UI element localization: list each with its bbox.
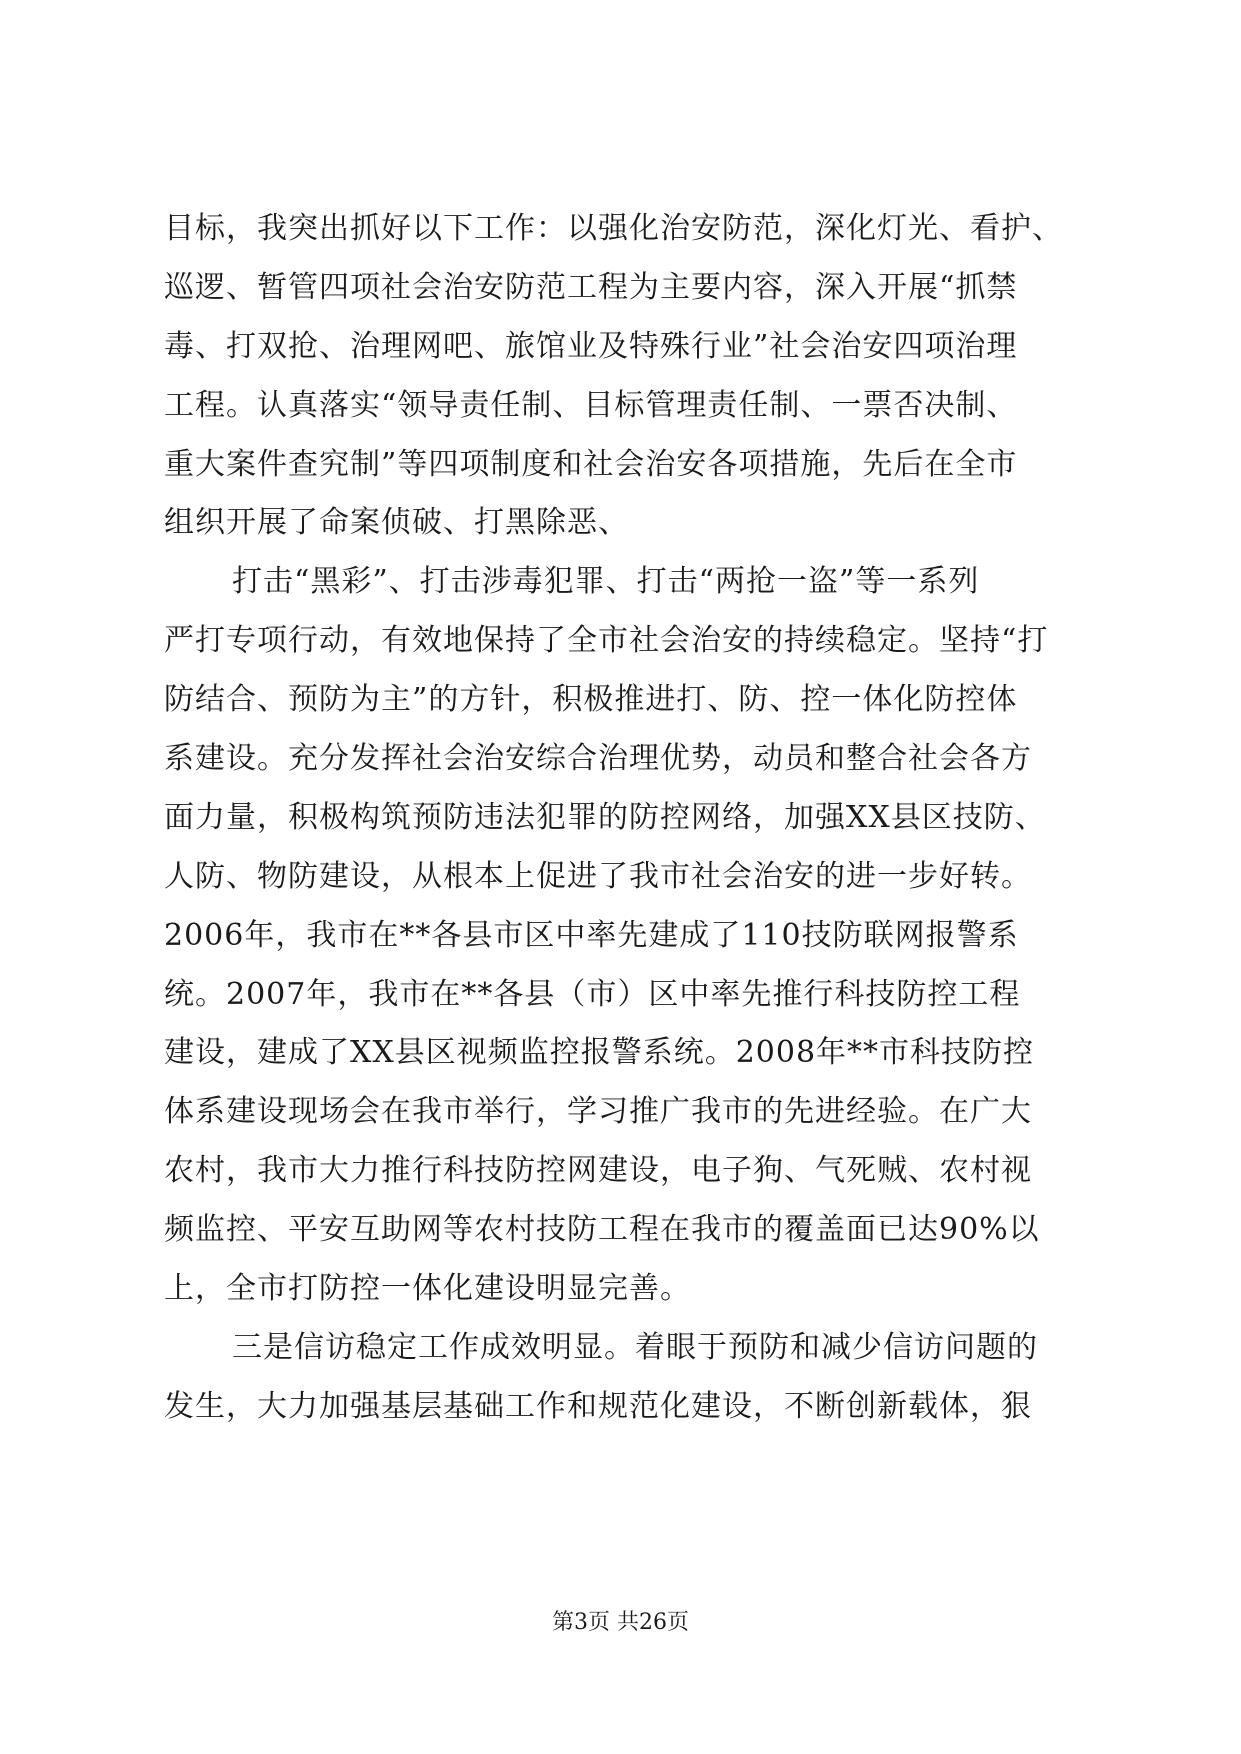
text-line: 农村，我市大力推行科技防控网建设，电子狗、气死贼、农村视 bbox=[164, 1153, 1032, 1189]
text-line: 系建设。充分发挥社会治安综合治理优势，动员和整合社会各方 bbox=[164, 741, 1032, 777]
paragraph-first-line: 打击“黑彩”、打击涉毒犯罪、打击“两抢一盗”等一系列 bbox=[232, 564, 980, 600]
text-line: 工程。认真落实“领导责任制、目标管理责任制、一票否决制、 bbox=[164, 387, 1018, 423]
text-line: 上，全市打防控一体化建设明显完善。 bbox=[164, 1271, 691, 1307]
paragraph-first-line: 三是信访稳定工作成效明显。着眼于预防和减少信访问题的 bbox=[232, 1329, 1038, 1365]
page-number-footer: 第3页 共26页 bbox=[552, 1610, 689, 1635]
text-line: 发生，大力加强基层基础工作和规范化建设，不断创新载体，狠 bbox=[164, 1388, 1032, 1424]
text-line: 严打专项行动，有效地保持了全市社会治安的持续稳定。坚持“打 bbox=[164, 623, 1049, 659]
text-line: 防结合、预防为主”的方针，积极推进打、防、控一体化防控体 bbox=[164, 682, 1018, 718]
text-line: 目标，我突出抓好以下工作：以强化治安防范，深化灯光、看护、 bbox=[164, 211, 1063, 246]
text-line: 频监控、平安互助网等农村技防工程在我市的覆盖面已达90%以 bbox=[164, 1212, 1040, 1248]
text-line: 重大案件查究制”等四项制度和社会治安各项措施，先后在全市 bbox=[164, 446, 1018, 482]
text-line: 毒、打双抢、治理网吧、旅馆业及特殊行业”社会治安四项治理 bbox=[164, 328, 1018, 364]
text-line: 人防、物防建设，从根本上促进了我市社会治安的进一步好转。 bbox=[164, 858, 1032, 894]
text-line: 2006年，我市在**各县市区中率先建成了110技防联网报警系 bbox=[164, 917, 1019, 953]
text-line: 建设，建成了XX县区视频监控报警系统。2008年**市科技防控 bbox=[164, 1035, 1035, 1071]
body-text bbox=[164, 200, 1084, 1437]
text-line: 巡逻、暂管四项社会治安防范工程为主要内容，深入开展“抓禁 bbox=[164, 269, 1018, 305]
text-line: 面力量，积极构筑预防违法犯罪的防控网络，加强XX县区技防、 bbox=[164, 799, 1046, 835]
text-line: 体系建设现场会在我市举行，学习推广我市的先进经验。在广大 bbox=[164, 1094, 1032, 1130]
text-line: 统。2007年，我市在**各县（市）区中率先推行科技防控工程 bbox=[164, 976, 1021, 1012]
text-line: 组织开展了命案侦破、打黑除恶、 bbox=[164, 505, 629, 541]
